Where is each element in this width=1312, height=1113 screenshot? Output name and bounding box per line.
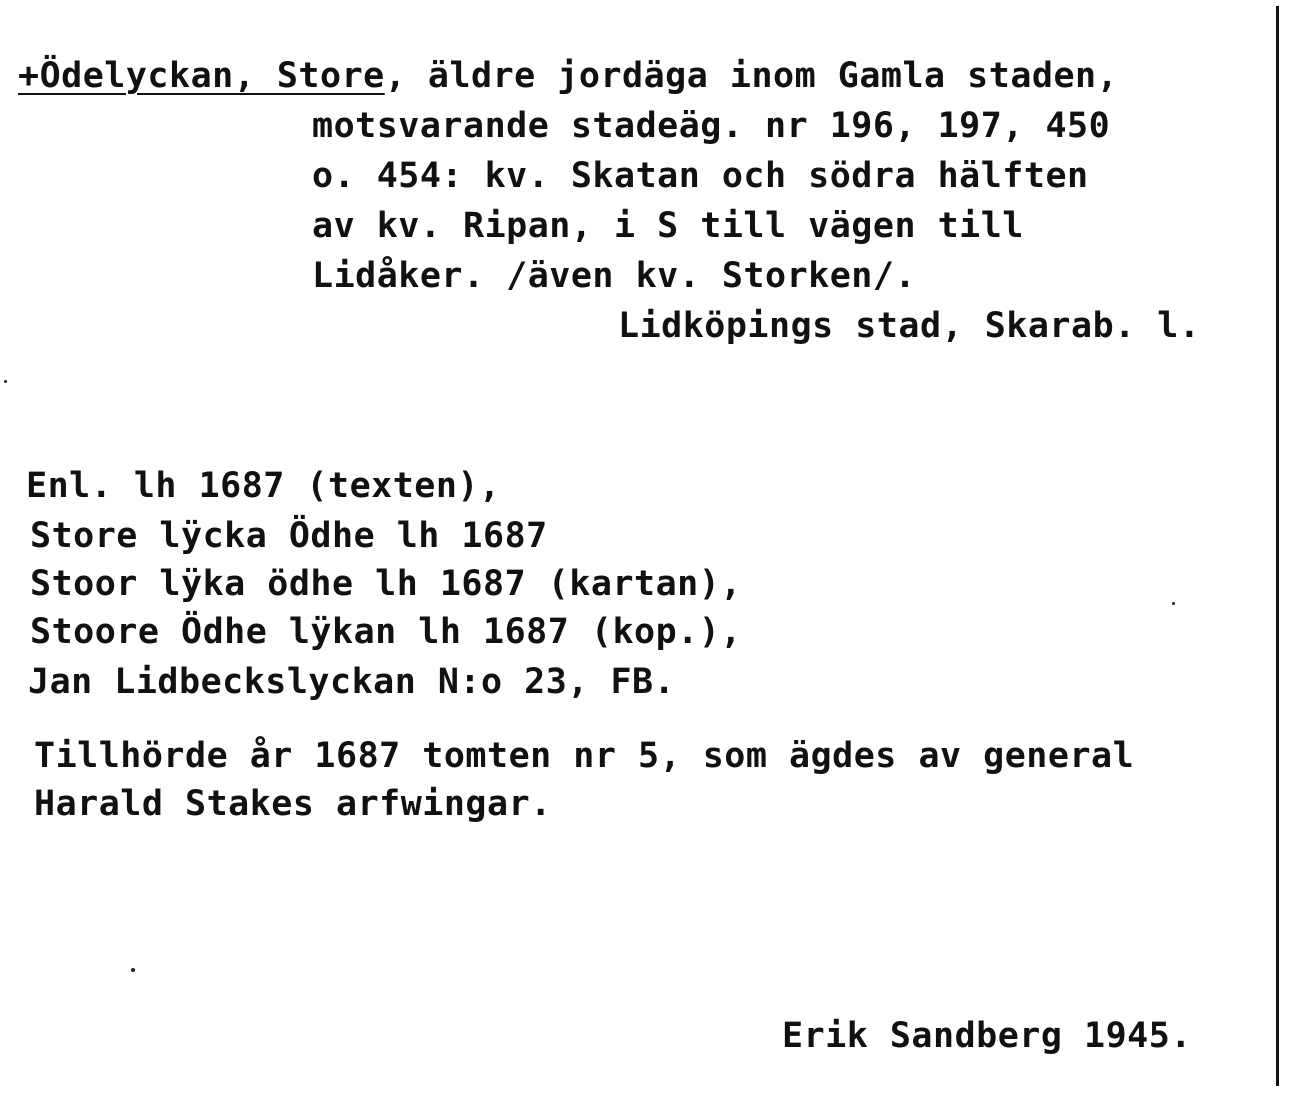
entry-line-4: av kv. Ripan, i S till vägen till — [312, 206, 1024, 246]
signature: Erik Sandberg 1945. — [782, 1016, 1192, 1056]
card-right-edge — [1276, 6, 1279, 1086]
entry-line-1-rest: , äldre jordäga inom Gamla staden, — [384, 56, 1119, 96]
entry-line-3: o. 454: kv. Skatan och södra hälften — [312, 156, 1089, 196]
ink-speck — [4, 380, 7, 383]
entry-line-5: Lidåker. /även kv. Storken/. — [312, 256, 917, 296]
entry-line-2: motsvarande stadeäg. nr 196, 197, 450 — [312, 106, 1111, 146]
source-line-1: Enl. lh 1687 (texten), — [26, 466, 501, 506]
entry-headword: +Ödelyckan, Store — [18, 56, 385, 96]
ink-speck — [131, 968, 135, 972]
note-line-2: Harald Stakes arfwingar. — [34, 784, 552, 824]
entry-location: Lidköpings stad, Skarab. l. — [618, 306, 1201, 346]
note-line-1: Tillhörde år 1687 tomten nr 5, som ägdes av general — [34, 736, 1135, 776]
source-line-4: Stoore Ödhe lÿkan lh 1687 (kop.), — [30, 612, 742, 652]
source-line-5: Jan Lidbeckslyckan N:o 23, FB. — [28, 662, 676, 702]
ink-speck — [1172, 602, 1175, 605]
entry-line-1 — [18, 56, 1118, 96]
source-line-3: Stoor lÿka ödhe lh 1687 (kartan), — [30, 564, 742, 604]
source-line-2: Store lÿcka Ödhe lh 1687 — [30, 516, 548, 556]
